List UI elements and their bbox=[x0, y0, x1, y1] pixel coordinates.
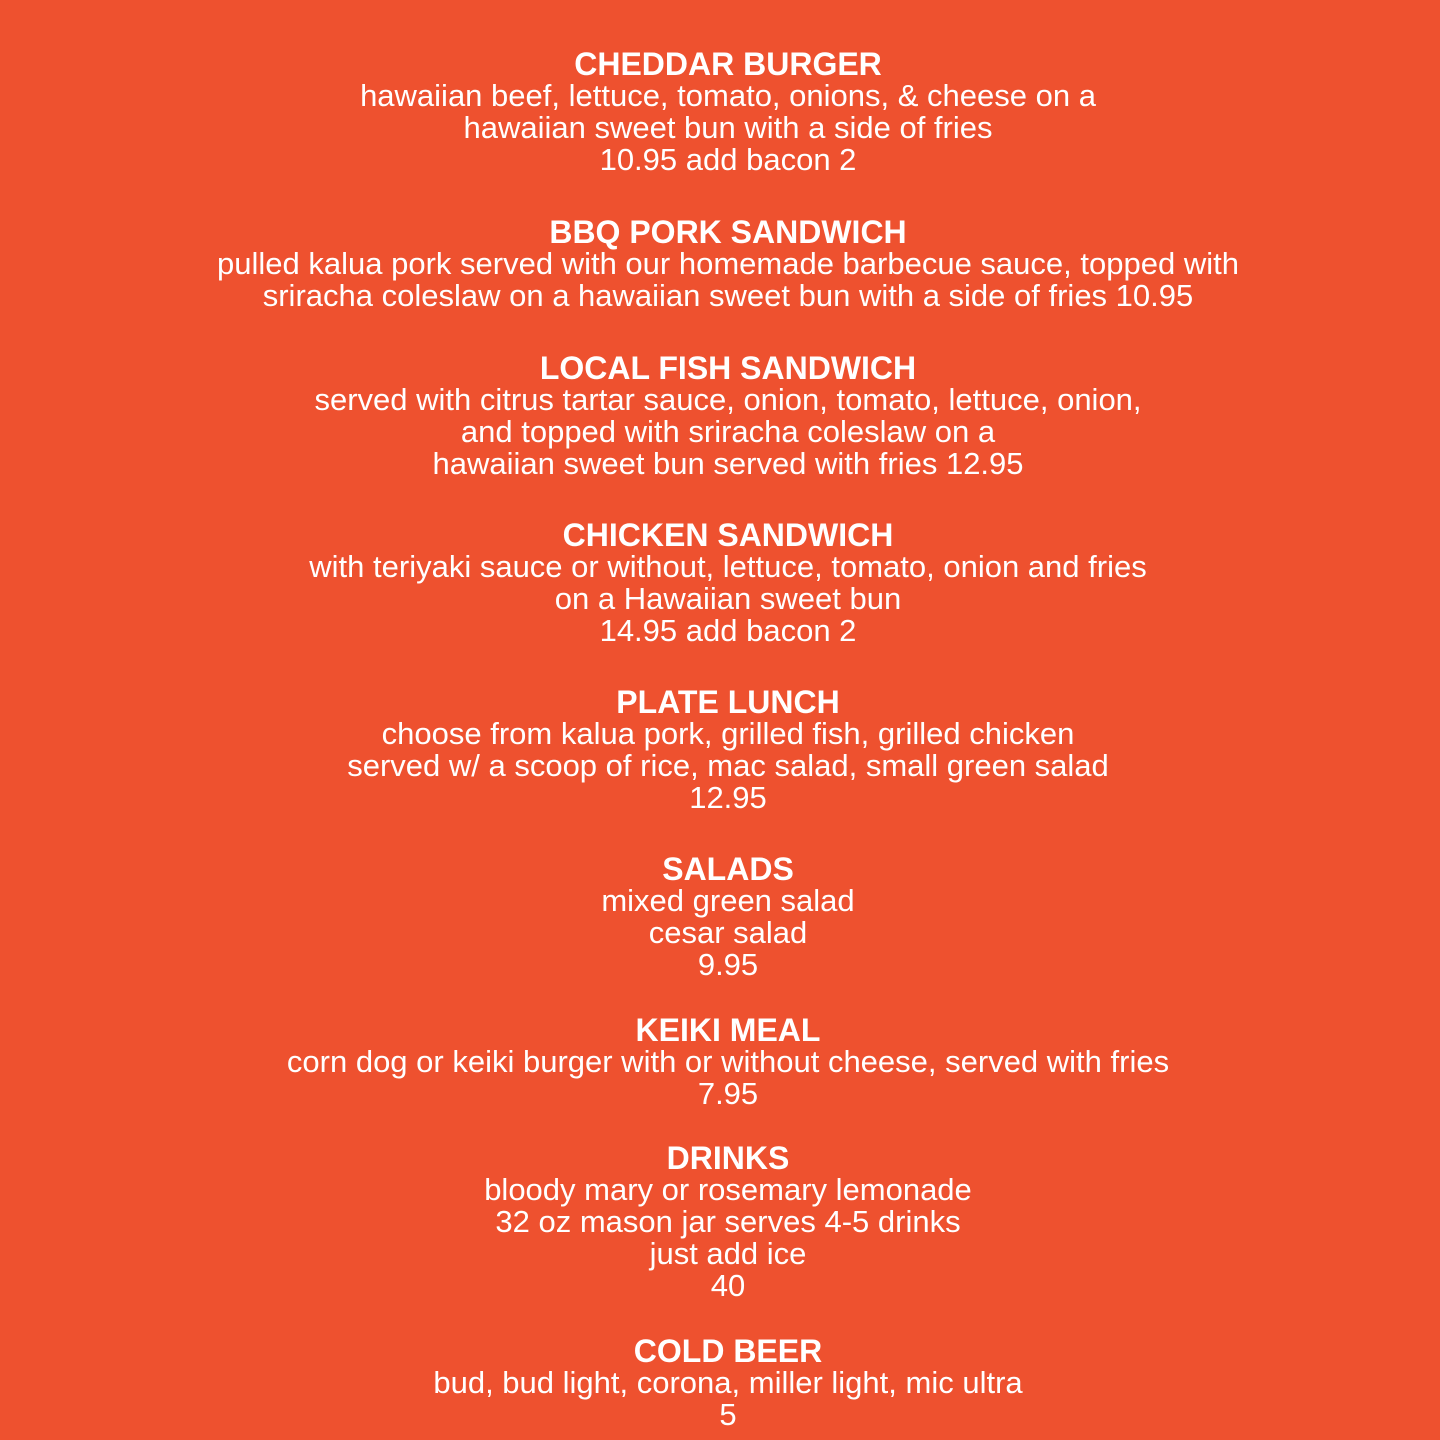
section-title: CHICKEN SANDWICH bbox=[562, 517, 894, 553]
section-line: with teriyaki sauce or without, lettuce, tomato, onion and fries bbox=[309, 549, 1147, 584]
section-line: mixed green salad bbox=[601, 883, 855, 918]
menu-section-local-fish-sandwich bbox=[0, 352, 1440, 480]
section-title: COLD BEER bbox=[633, 1333, 823, 1369]
section-line: 7.95 bbox=[697, 1076, 759, 1111]
section-line: choose from kalua pork, grilled fish, grilled chicken bbox=[381, 716, 1075, 751]
menu-section-chicken-sandwich bbox=[0, 519, 1440, 647]
section-line: 14.95 add bacon 2 bbox=[599, 613, 857, 648]
section-title: LOCAL FISH SANDWICH bbox=[539, 350, 917, 386]
section-line: 9.95 bbox=[697, 947, 759, 982]
menu-section-bbq-pork-sandwich bbox=[0, 216, 1440, 312]
menu-section-drinks bbox=[0, 1142, 1440, 1302]
section-line: bloody mary or rosemary lemonade bbox=[484, 1172, 972, 1207]
section-line: 5 bbox=[719, 1397, 737, 1432]
section-title: KEIKI MEAL bbox=[635, 1012, 821, 1048]
menu-section-keiki-meal bbox=[0, 1014, 1440, 1110]
menu-section-cold-beer bbox=[0, 1335, 1440, 1431]
section-line: 40 bbox=[710, 1268, 746, 1303]
section-line: and topped with sriracha coleslaw on a bbox=[460, 414, 996, 449]
section-line: just add ice bbox=[649, 1236, 807, 1271]
section-line: hawaiian beef, lettuce, tomato, onions, & cheese on a bbox=[360, 78, 1096, 113]
section-line: bud, bud light, corona, miller light, mic ultra bbox=[433, 1365, 1023, 1400]
section-line: hawaiian sweet bun served with fries 12.95 bbox=[432, 446, 1024, 481]
section-line: hawaiian sweet bun with a side of fries bbox=[463, 110, 993, 145]
menu-section-plate-lunch bbox=[0, 686, 1440, 814]
section-line: served w/ a scoop of rice, mac salad, small green salad bbox=[347, 748, 1109, 783]
section-title: BBQ PORK SANDWICH bbox=[549, 214, 907, 250]
section-line: cesar salad bbox=[648, 915, 808, 950]
section-line: corn dog or keiki burger with or without cheese, served with fries bbox=[286, 1044, 1170, 1079]
menu-section-cheddar-burger bbox=[0, 48, 1440, 176]
section-line: 32 oz mason jar serves 4-5 drinks bbox=[495, 1204, 961, 1239]
section-title: SALADS bbox=[662, 851, 794, 887]
section-line: 10.95 add bacon 2 bbox=[599, 142, 857, 177]
section-line: 12.95 bbox=[689, 780, 767, 815]
section-line: sriracha coleslaw on a hawaiian sweet bun with a side of fries 10.95 bbox=[262, 278, 1194, 313]
section-line: served with citrus tartar sauce, onion, tomato, lettuce, onion, bbox=[314, 382, 1142, 417]
menu-section-salads bbox=[0, 853, 1440, 981]
section-title: PLATE LUNCH bbox=[616, 684, 840, 720]
section-line: pulled kalua pork served with our homemade barbecue sauce, topped with bbox=[217, 246, 1239, 281]
section-line: on a Hawaiian sweet bun bbox=[554, 581, 902, 616]
section-title: CHEDDAR BURGER bbox=[574, 46, 882, 82]
section-title: DRINKS bbox=[666, 1140, 790, 1176]
